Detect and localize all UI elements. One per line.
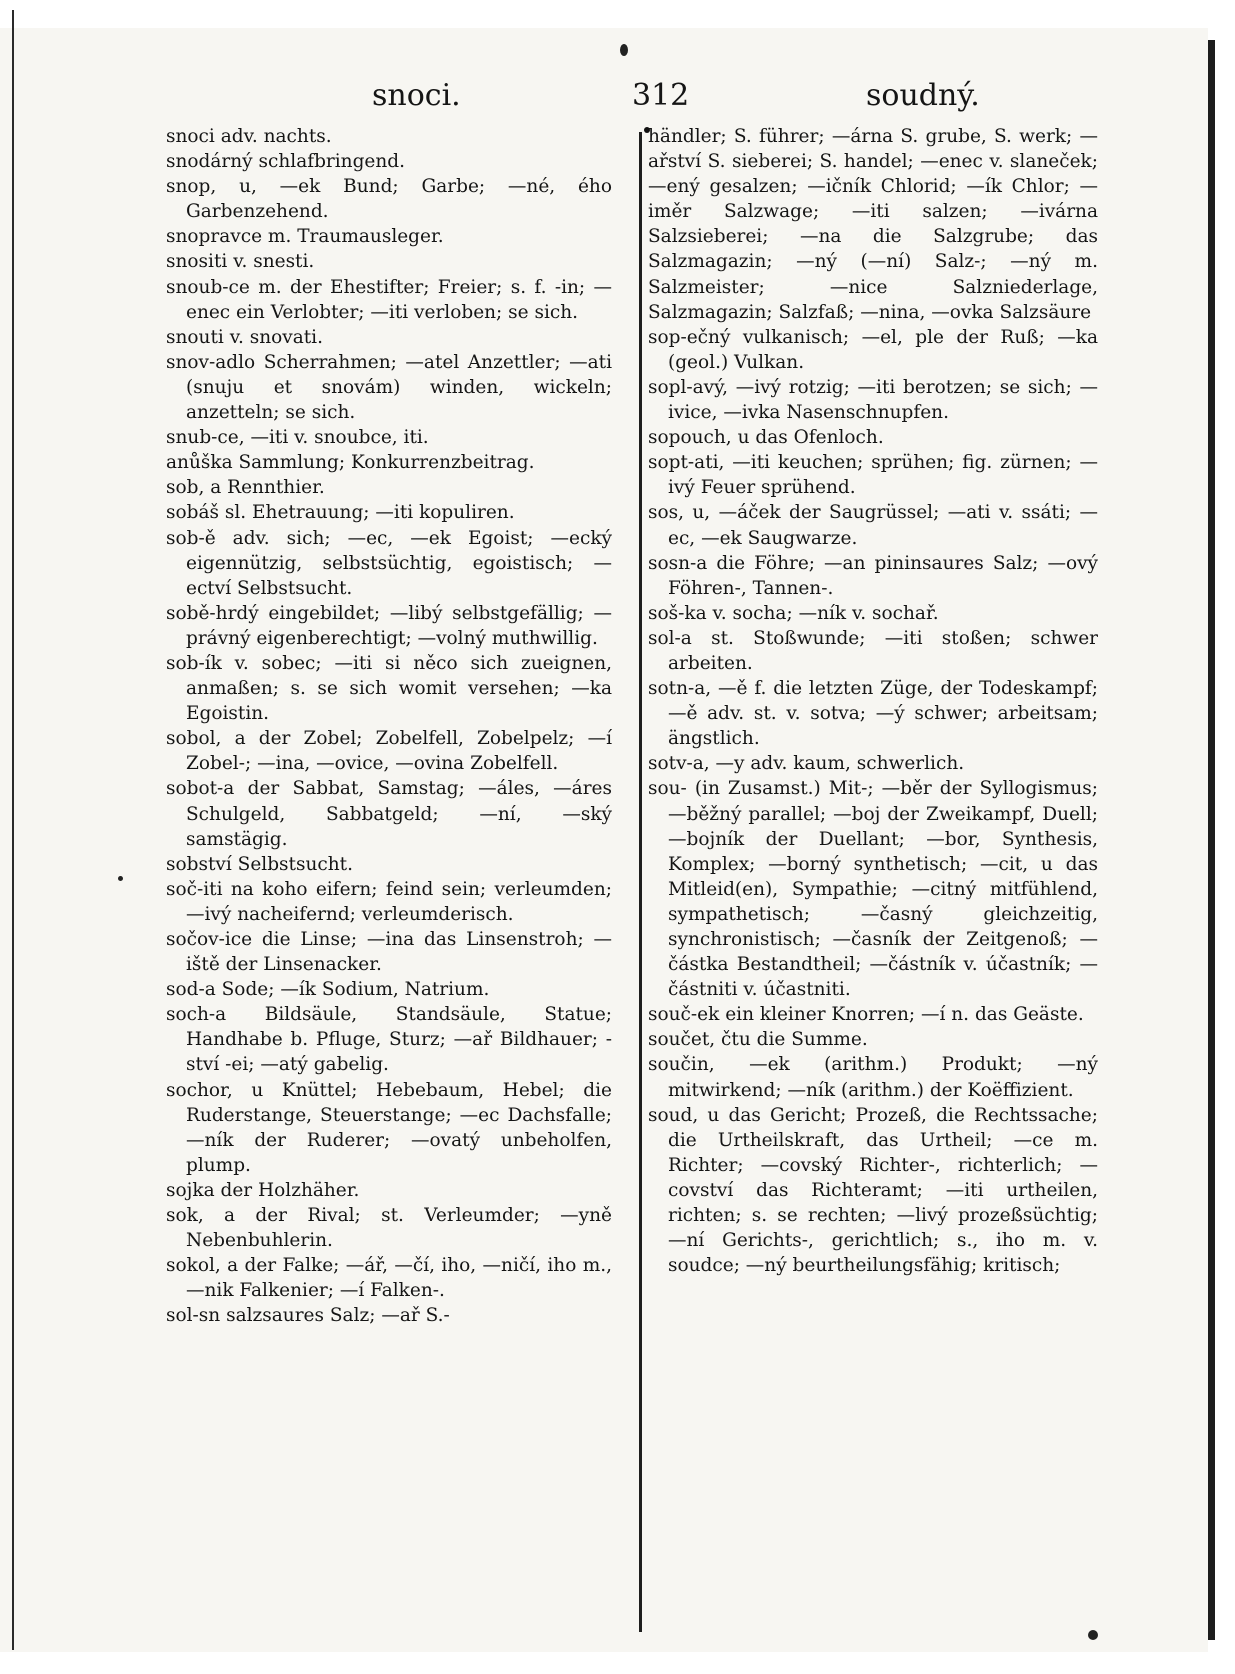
header-first-entry: snoci. — [372, 78, 461, 113]
page-number: 312 — [632, 78, 690, 113]
scan-border-right — [1208, 0, 1235, 1674]
dictionary-entry: součet, čtu die Summe. — [648, 1029, 868, 1051]
dictionary-entry: sobot-a der Sabbat, Samstag; —áles, —áres Schulgeld, Sabbatgeld; —ní, —ský samstägig. — [166, 778, 612, 850]
dictionary-entry: sobol, a der Zobel; Zobelfell, Zobelpelz; —í Zobel-; —ina, —ovice, —ovina Zobelfell. — [166, 728, 612, 775]
dictionary-entry: sob-ě adv. sich; —ec, —ek Egoist; —ecký eigennützig, selbstsüchtig, egoistisch; —ectví Selbstsucht. — [166, 527, 612, 599]
dictionary-entry: snoub-ce m. der Ehestifter; Freier; s. f. -in; —enec ein Verlobter; —iti verloben; se sich. — [166, 276, 612, 323]
dictionary-entry: sos, u, —áček der Saugrüssel; —ati v. ssáti; —ec, —ek Saugwarze. — [648, 502, 1098, 549]
dictionary-entry: snositi v. snesti. — [166, 251, 315, 273]
dictionary-entry: snodárný schlafbringend. — [166, 151, 406, 173]
dictionary-entry: sopouch, u das Ofenloch. — [648, 427, 884, 449]
dictionary-entry: anůška Sammlung; Konkurrenzbeitrag. — [166, 452, 535, 474]
header-last-entry: soudný. — [866, 78, 980, 113]
dictionary-entry: sol-a st. Stoßwunde; —iti stoßen; schwer arbeiten. — [648, 627, 1098, 674]
dictionary-entry: sob, a Rennthier. — [166, 477, 325, 499]
dictionary-entry: souč-ek ein kleiner Knorren; —í n. das Geäste. — [648, 1004, 1084, 1026]
dictionary-entry: snub-ce, —iti v. snoubce, iti. — [166, 427, 429, 449]
dictionary-entry: sop-ečný vulkanisch; —el, ple der Ruß; —ka (geol.) Vulkan. — [648, 326, 1098, 373]
dictionary-entry: sod-a Sode; —ík Sodium, Natrium. — [166, 979, 490, 1001]
ink-speck — [1088, 1630, 1098, 1640]
dictionary-entry: snoci adv. nachts. — [166, 126, 332, 147]
dictionary-entry: sok, a der Rival; st. Verleumder; —yně Nebenbuhlerin. — [166, 1205, 612, 1252]
dictionary-entry: soč-iti na koho eifern; feind sein; verleumden; —ivý nacheifernd; verleumderisch. — [166, 878, 612, 925]
dictionary-entry: sopt-ati, —iti keuchen; sprühen; fig. zürnen; —ivý Feuer sprühend. — [648, 452, 1098, 499]
ink-speck — [620, 44, 628, 56]
dictionary-entry: soš-ka v. socha; —ník v. sochař. — [648, 602, 939, 624]
running-head — [14, 78, 1208, 124]
dictionary-entry: sochor, u Knüttel; Hebebaum, Hebel; die Ruderstange, Steuerstange; —ec Dachsfalle; —ník der Ruderer; —ovatý unbeholfen, plump. — [166, 1079, 612, 1176]
dictionary-entry: sokol, a der Falke; —ář, —čí, iho, —ničí, iho m., —nik Falkenier; —í Falken-. — [166, 1255, 612, 1302]
dictionary-entry: soch-a Bildsäule, Standsäule, Statue; Handhabe b. Pfluge, Sturz; —ař Bildhauer; -ství -ei; —atý gabelig. — [166, 1004, 612, 1076]
dictionary-entry: sojka der Holzhäher. — [166, 1179, 360, 1201]
dictionary-entry: snopravce m. Traumausleger. — [166, 226, 444, 248]
dictionary-entry: soud, u das Gericht; Prozeß, die Rechtssache; die Urtheilskraft, das Urtheil; —ce m. Richter; —covský Richter-, richterlich; —covství das Richteramt; —iti urtheilen, richten; s. se rechten; —livý prozeßsüchtig; —ní Gerichts-, gerichtlich; s., iho m. v. soudce; —ný beurtheilungsfähig; kritisch; — [648, 1104, 1098, 1277]
dictionary-entry: sob-ík v. sobec; —iti si něco sich zueignen, anmaßen; s. se sich womit versehen; —ka Egoistin. — [166, 652, 612, 725]
dictionary-entry: snov-adlo Scherrahmen; —atel Anzettler; —ati (snuju et snovám) winden, wickeln; anzetteln; se sich. — [166, 351, 612, 424]
dictionary-entry: sobě-hrdý eingebildet; —libý selbstgefällig; —právný eigenberechtigt; —volný muthwillig. — [166, 602, 612, 649]
ink-speck — [118, 876, 123, 881]
dictionary-entry: sol-sn salzsaures Salz; —ař S.- — [166, 1305, 450, 1327]
page-shadow — [1208, 40, 1215, 1640]
dictionary-entry: sočov-ice die Linse; —ina das Linsenstroh; —iště der Linsenacker. — [166, 929, 612, 976]
dictionary-entry: sotn-a, —ě f. die letzten Züge, der Todeskampf; —ě adv. st. v. sotva; —ý schwer; arbeitsam; ängstlich. — [648, 678, 1098, 750]
dictionary-entry: součin, —ek (arithm.) Produkt; —ný mitwirkend; —ník (arithm.) der Koëffizient. — [648, 1054, 1098, 1101]
dictionary-entry: sotv-a, —y adv. kaum, schwerlich. — [648, 753, 965, 775]
scan-border-bottom — [0, 1652, 1235, 1674]
dictionary-entry: sopl-avý, —ivý rotzig; —iti berotzen; se sich; —ivice, —ivka Nasenschnupfen. — [648, 376, 1098, 424]
dictionary-entry: snouti v. snovati. — [166, 326, 323, 348]
right-column — [648, 124, 1098, 1278]
dictionary-entry: snop, u, —ek Bund; Garbe; —né, ého Garbenzehend. — [166, 176, 612, 223]
dictionary-entry: sou- (in Zusamst.) Mit-; —běr der Syllogismus; —běžný parallel; —boj der Zweikampf, Duell; —bojník der Duellant; —bor, Synthesis, Komplex; —borný synthetisch; —cit, u das Mitleid(en), Sympathie; —citný mitfühlend, sympathetisch; —časný gleichzeitig, synchronistisch; —časník der Zeitgenoß; —částka Bestandtheil; —částník v. účastník; —částniti v. účastniti. — [648, 778, 1098, 1001]
continued-entry: händler; S. führer; —árna S. grube, S. werk; —ařství S. sieberei; S. handel; —enec v. slaneček; —ený gesalzen; —ičník Chlorid; —ík Chlor; —iměr Salzwage; —iti salzen; —ivárna Salzsieberei; —na die Salzgrube; das Salzmagazin; —ný (—ní) Salz-; —ný m. Salzmeister; —nice Salzniederlage, Salzmagazin; Salzfaß; —nina, —ovka Salzsäure — [648, 126, 1098, 323]
dictionary-entry: sosn-a die Föhre; —an pininsaures Salz; —ový Föhren-, Tannen-. — [648, 552, 1098, 599]
column-divider — [639, 132, 642, 1632]
dictionary-entry: sobáš sl. Ehetrauung; —iti kopuliren. — [166, 502, 515, 524]
dictionary-entry: sobství Selbstsucht. — [166, 853, 353, 875]
left-column — [166, 124, 612, 1329]
